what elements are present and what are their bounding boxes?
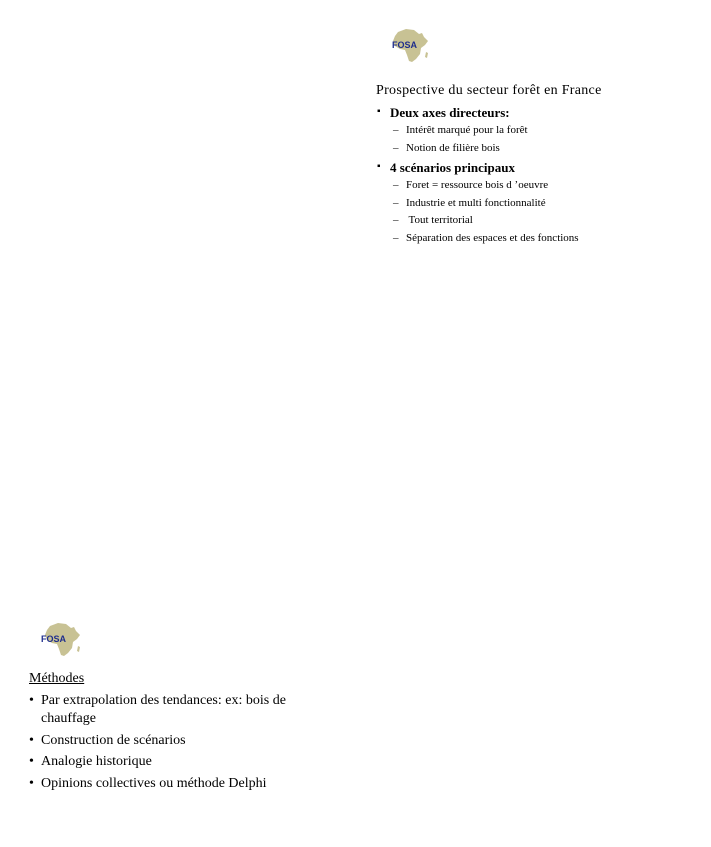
dash-bullet-icon: –: [393, 214, 399, 226]
bullet-text: 4 scénarios principaux: [390, 160, 515, 175]
bullet-scenarios: [376, 159, 706, 247]
fosa-logo: [36, 620, 84, 660]
dash-bullet-icon: –: [393, 196, 399, 209]
slide-title: Prospective du secteur forêt en France: [376, 83, 602, 98]
main-bullet-list: [376, 104, 706, 249]
sub-bullet-list: [390, 177, 706, 247]
round-bullet-icon: •: [29, 775, 34, 791]
list-item: [28, 692, 318, 728]
list-item: [28, 732, 318, 750]
africa-map-icon: [384, 26, 432, 66]
sub-bullet-list: [390, 122, 706, 157]
round-bullet-icon: •: [29, 732, 34, 748]
methods-bullet-list: [28, 692, 318, 796]
list-item: [28, 753, 318, 771]
list-item-text: Par extrapolation des tendances: ex: bois de chauffage: [41, 693, 286, 726]
sub-bullet-text: Séparation des espaces et des fonctions: [406, 231, 579, 244]
africa-map-icon: [36, 620, 84, 660]
square-bullet-icon: ▪: [377, 106, 381, 117]
round-bullet-icon: •: [29, 754, 34, 769]
dash-bullet-icon: –: [393, 231, 399, 244]
sub-bullet: [390, 122, 706, 140]
list-item-text: Opinions collectives ou méthode Delphi: [41, 775, 267, 791]
sub-bullet-text: Foret = ressource bois d ’oeuvre: [406, 179, 549, 191]
square-bullet-icon: ▪: [377, 161, 381, 172]
list-item: [28, 775, 318, 793]
dash-bullet-icon: –: [393, 179, 399, 191]
dash-bullet-icon: –: [393, 141, 399, 154]
sub-bullet: [390, 140, 706, 158]
list-item-text: Construction de scénarios: [41, 732, 186, 748]
sub-bullet: [390, 177, 706, 195]
list-item-text: Analogie historique: [41, 754, 152, 769]
svg-text:FOSA: FOSA: [41, 634, 67, 644]
slide-title: Méthodes: [29, 671, 85, 686]
dash-bullet-icon: –: [393, 124, 399, 136]
sub-bullet: [390, 195, 706, 213]
sub-bullet-text: Notion de filière bois: [406, 141, 500, 154]
fosa-logo: [384, 26, 432, 66]
sub-bullet-text: Tout territorial: [406, 214, 473, 226]
sub-bullet-text: Intérêt marqué pour la forêt: [406, 124, 528, 136]
sub-bullet: [390, 212, 706, 230]
round-bullet-icon: •: [29, 693, 34, 708]
sub-bullet: [390, 230, 706, 248]
bullet-axes: [376, 104, 706, 157]
sub-bullet-text: Industrie et multi fonctionnalité: [406, 196, 546, 209]
bullet-text: Deux axes directeurs:: [390, 105, 510, 120]
svg-text:FOSA: FOSA: [392, 40, 418, 50]
